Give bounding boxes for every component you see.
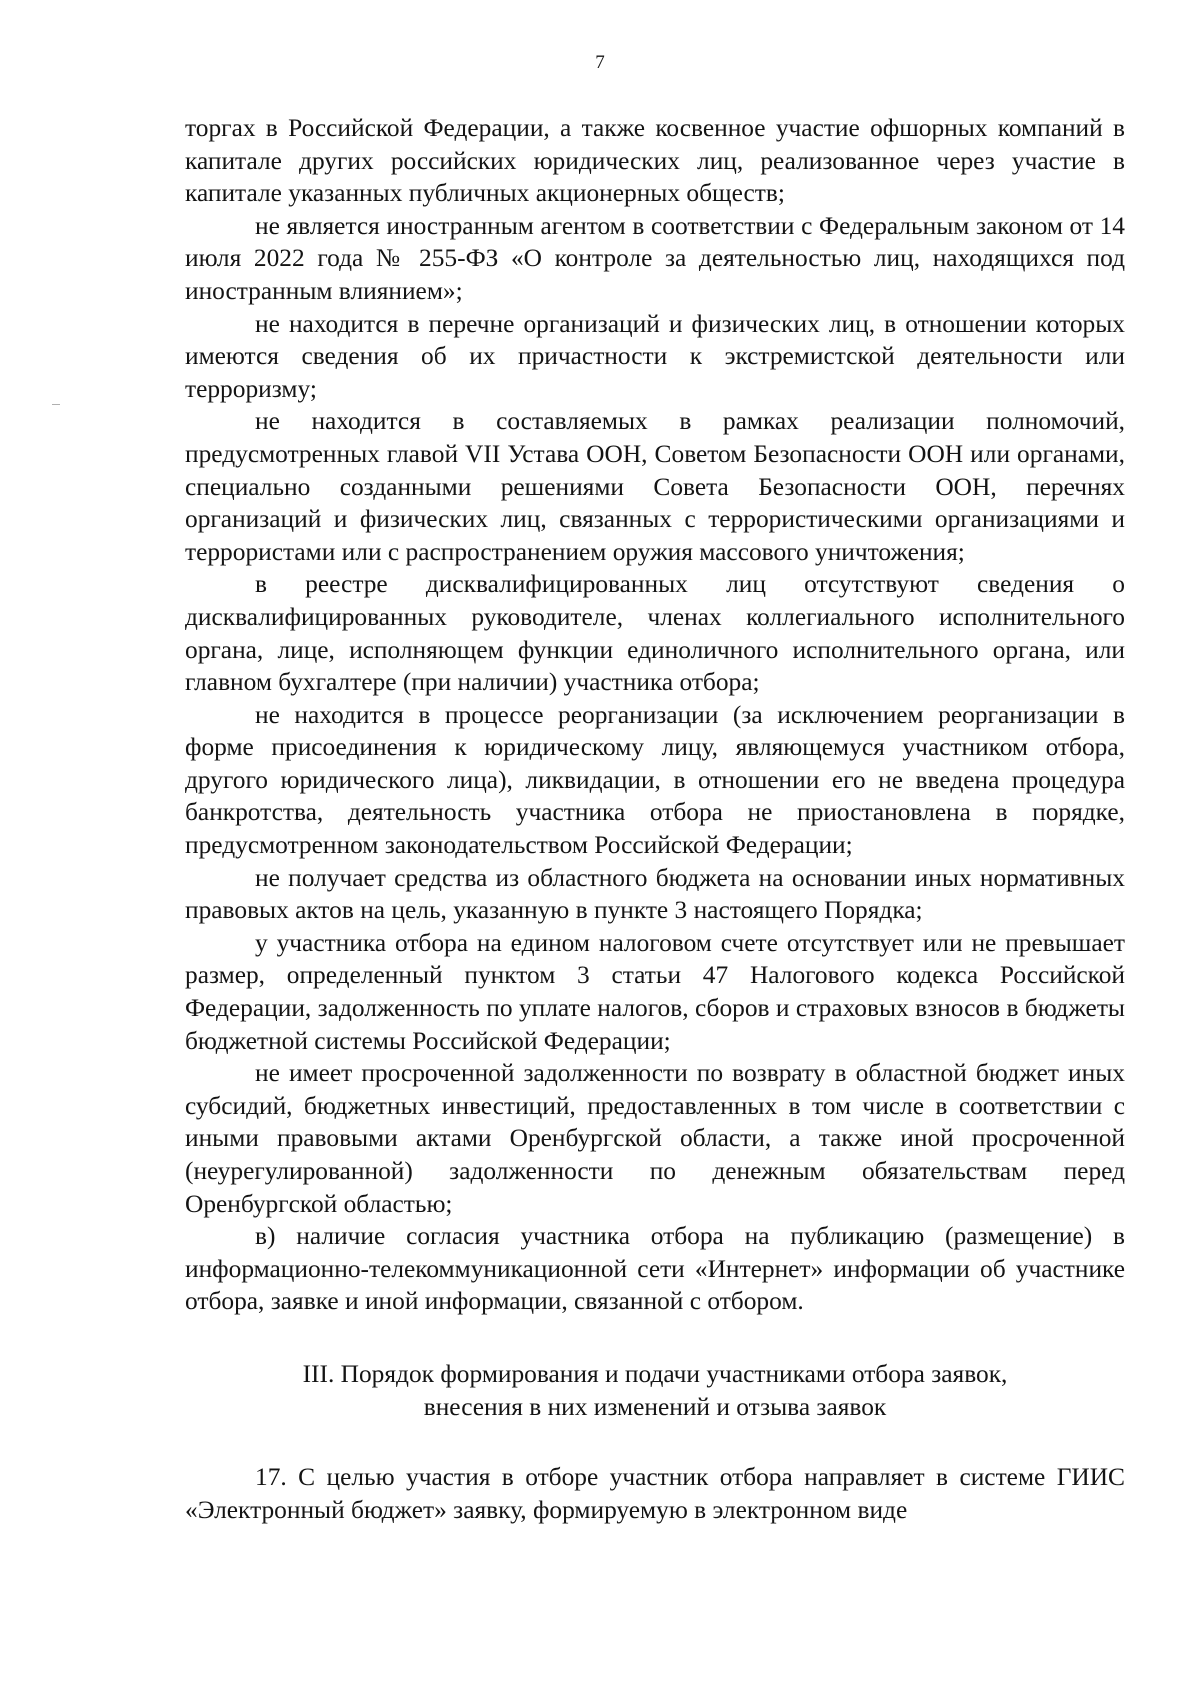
page-number: 7	[595, 52, 605, 73]
paragraph-regional-budget-funds: не получает средства из областного бюджета на основании иных нормативных правовых актов на цель, указанную в пункте 3 настоящего Порядка;	[185, 863, 1125, 925]
paragraph-foreign-agent: не является иностранным агентом в соответствии с Федеральным законом от 14 июля 2022 года № 255-ФЗ «О контроле за деятельностью лиц, находящихся под иностранным влиянием»;	[185, 211, 1125, 305]
paragraph-reorganization: не находится в процессе реорганизации (за исключением реорганизации в форме присоединения к юридическому лицу, являющемуся участником отбора, другого юридического лица), ликвидации, в отношении его не введена процедура банкротства, деятельность участника отбора не приостановлена в порядке, предусмотренном законодательством Российской Федерации;	[185, 700, 1125, 860]
section-heading-line-2: внесения в них изменений и отзыва заявок	[423, 1392, 887, 1421]
paragraph-extremism-list: не находится в перечне организаций и физических лиц, в отношении которых имеются сведения об их причастности к экстремистской деятельности или терроризму;	[185, 309, 1125, 403]
section-heading	[185, 1358, 1125, 1423]
paragraph-disqualified-persons: в реестре дисквалифицированных лиц отсутствуют сведения о дисквалифицированных руководителе, членах коллегиального исполнительного органа, лице, исполняющем функции единоличного исполнительного органа, или главном бухгалтере (при наличии) участника отбора;	[185, 570, 1125, 697]
paragraph-tax-account: у участника отбора на едином налоговом счете отсутствует или не превышает размер, определенный пунктом 3 статьи 47 Налогового кодекса Российской Федерации, задолженность по уплате налогов, сборов и страховых взносов в бюджеты бюджетной системы Российской Федерации;	[185, 928, 1125, 1055]
paragraph-continuation: торгах в Российской Федерации, а также косвенное участие офшорных компаний в капитале других российских юридических лиц, реализованное через участие в капитале указанных публичных акционерных обществ;	[185, 114, 1125, 208]
section-heading-line-1: III. Порядок формирования и подачи участниками отбора заявок,	[302, 1359, 1008, 1388]
paragraph-un-sanctions-list: не находится в составляемых в рамках реализации полномочий, предусмотренных главой VII Устава ООН, Советом Безопасности ООН или органами, специально созданными решениями Совета Безопасности ООН, перечнях организаций и физических лиц, связанных с террористическими организациями и террористами или с распространением оружия массового уничтожения;	[185, 407, 1125, 566]
paragraph-overdue-debt: не имеет просроченной задолженности по возврату в областной бюджет иных субсидий, бюджетных инвестиций, предоставленных в том числе в соответствии с иными правовыми актами Оренбургской области, а также иной просроченной (неурегулированной) задолженности по денежным обязательствам перед Оренбургской областью;	[185, 1059, 1125, 1218]
paragraph-17: 17. С целью участия в отборе участник отбора направляет в системе ГИИС «Электронный бюджет» заявку, формируемую в электронном виде	[185, 1463, 1125, 1524]
paragraph-publication-consent: в) наличие согласия участника отбора на публикацию (размещение) в информационно-телекоммуникационной сети «Интернет» информации об участнике отбора, заявке и иной информации, связанной с отбором.	[185, 1222, 1125, 1316]
scan-margin-mark	[52, 404, 60, 405]
document-body	[185, 112, 1125, 1526]
